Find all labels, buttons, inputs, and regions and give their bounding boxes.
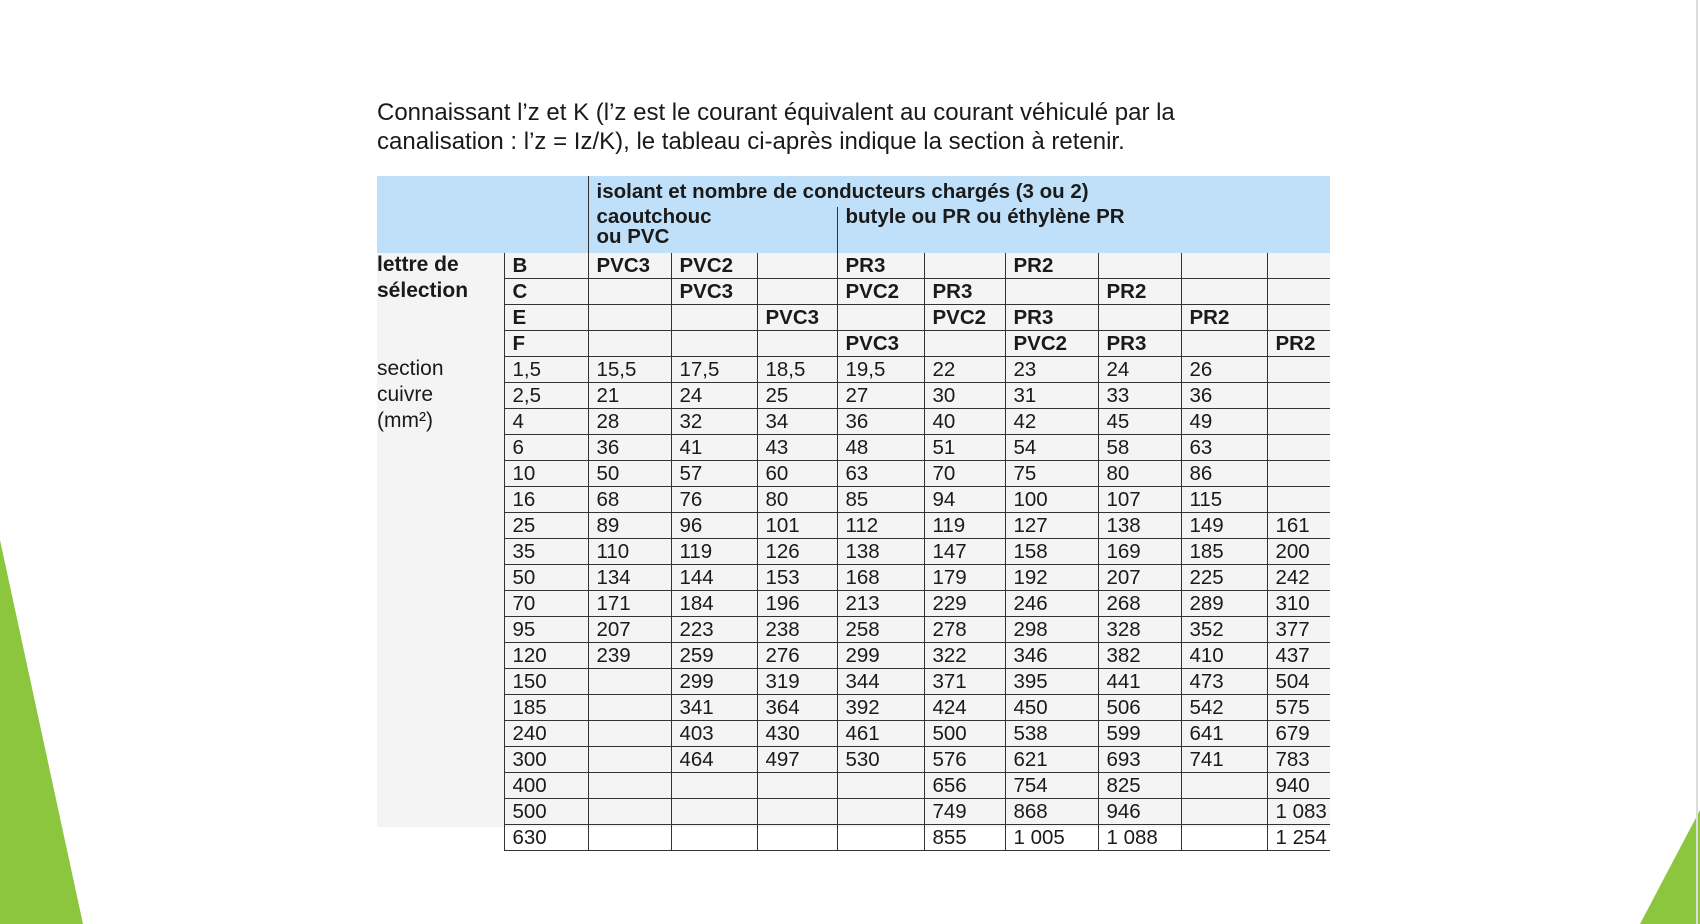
table-cell: 127 <box>1005 513 1098 539</box>
table-cell: 40 <box>924 409 1005 435</box>
table-cell: 147 <box>924 539 1005 565</box>
table-cell <box>588 669 671 695</box>
table-cell: 41 <box>671 435 757 461</box>
section-row <box>377 461 1330 487</box>
table-cell: 328 <box>1098 617 1181 643</box>
section-size-cell: 2,5 <box>504 383 588 409</box>
table-cell: 310 <box>1267 591 1330 617</box>
table-cell: 107 <box>1098 487 1181 513</box>
table-cell: 18,5 <box>757 357 837 383</box>
section-size-cell: 50 <box>504 565 588 591</box>
header-group-cell: isolant et nombre de conducteurs chargés (3 ou 2) <box>588 176 1330 207</box>
section-row <box>377 799 1330 825</box>
table-cell: 276 <box>757 643 837 669</box>
section-size-cell: 6 <box>504 435 588 461</box>
table-cell <box>757 331 837 357</box>
table-cell: 403 <box>671 721 757 747</box>
table-cell <box>588 799 671 825</box>
selection-row <box>377 331 1330 357</box>
table-cell: 119 <box>671 539 757 565</box>
table-cell: 542 <box>1181 695 1267 721</box>
table-cell: 319 <box>757 669 837 695</box>
table-cell: 101 <box>757 513 837 539</box>
table-cell <box>1098 305 1181 331</box>
table-cell: 538 <box>1005 721 1098 747</box>
table-cell <box>1267 383 1330 409</box>
table-cell: 45 <box>1098 409 1181 435</box>
row-label <box>377 773 504 799</box>
table-cell: 473 <box>1181 669 1267 695</box>
table-cell <box>671 773 757 799</box>
table-cell: 679 <box>1267 721 1330 747</box>
table-cell <box>1267 461 1330 487</box>
table-cell: 259 <box>671 643 757 669</box>
table-cell: PVC2 <box>837 279 924 305</box>
section-size-cell: 4 <box>504 409 588 435</box>
section-size-cell: 95 <box>504 617 588 643</box>
section-row <box>377 435 1330 461</box>
table-cell <box>837 825 924 851</box>
table-cell: 364 <box>757 695 837 721</box>
table-cell: 506 <box>1098 695 1181 721</box>
table-cell: PR2 <box>1181 305 1267 331</box>
row-label: lettre de <box>377 253 459 276</box>
table-cell: 50 <box>588 461 671 487</box>
table-cell: 192 <box>1005 565 1098 591</box>
section-size-cell: 10 <box>504 461 588 487</box>
section-table-container <box>377 176 1330 849</box>
table-cell <box>1005 279 1098 305</box>
table-cell <box>757 279 837 305</box>
table-cell: 258 <box>837 617 924 643</box>
table-cell <box>588 747 671 773</box>
selection-letter-cell: B <box>504 253 588 279</box>
table-cell: 940 <box>1267 773 1330 799</box>
table-cell <box>757 825 837 851</box>
table-cell: 24 <box>671 383 757 409</box>
table-cell <box>1181 331 1267 357</box>
table-cell: 169 <box>1098 539 1181 565</box>
table-cell: 575 <box>1267 695 1330 721</box>
section-row <box>377 591 1330 617</box>
table-cell: 229 <box>924 591 1005 617</box>
table-cell: 15,5 <box>588 357 671 383</box>
table-cell: 30 <box>924 383 1005 409</box>
row-label <box>377 825 504 851</box>
table-cell: 161 <box>1267 513 1330 539</box>
table-cell: PR2 <box>1098 279 1181 305</box>
section-row <box>377 721 1330 747</box>
table-cell <box>671 825 757 851</box>
table-cell: 268 <box>1098 591 1181 617</box>
row-label: section <box>377 356 444 380</box>
table-cell: 430 <box>757 721 837 747</box>
selection-row <box>377 305 1330 331</box>
table-cell: 57 <box>671 461 757 487</box>
table-cell: 754 <box>1005 773 1098 799</box>
table-cell: PVC2 <box>671 253 757 279</box>
table-cell: 42 <box>1005 409 1098 435</box>
section-table <box>377 176 1330 851</box>
table-cell: 51 <box>924 435 1005 461</box>
table-cell <box>1267 253 1330 279</box>
selection-row <box>377 253 1330 279</box>
table-cell: 1 088 <box>1098 825 1181 851</box>
table-cell <box>671 331 757 357</box>
table-cell <box>1098 253 1181 279</box>
table-cell: 33 <box>1098 383 1181 409</box>
table-cell: 377 <box>1267 617 1330 643</box>
table-cell: 119 <box>924 513 1005 539</box>
table-cell: 196 <box>757 591 837 617</box>
table-cell <box>1181 253 1267 279</box>
table-cell <box>1181 773 1267 799</box>
table-cell: 656 <box>924 773 1005 799</box>
table-cell: 63 <box>837 461 924 487</box>
table-cell: 28 <box>588 409 671 435</box>
row-label <box>377 747 504 773</box>
table-cell <box>1181 279 1267 305</box>
table-cell: 43 <box>757 435 837 461</box>
table-cell: 96 <box>671 513 757 539</box>
section-size-cell: 300 <box>504 747 588 773</box>
selection-letter-cell: F <box>504 331 588 357</box>
table-cell <box>671 799 757 825</box>
table-cell <box>1267 435 1330 461</box>
row-label <box>377 591 504 617</box>
table-cell: 392 <box>837 695 924 721</box>
table-cell: 138 <box>1098 513 1181 539</box>
table-cell: 461 <box>837 721 924 747</box>
section-row <box>377 409 1330 435</box>
table-cell <box>1267 305 1330 331</box>
table-cell: 344 <box>837 669 924 695</box>
table-cell: PR2 <box>1005 253 1098 279</box>
table-cell <box>588 305 671 331</box>
table-cell: PVC2 <box>924 305 1005 331</box>
table-cell: 599 <box>1098 721 1181 747</box>
section-row <box>377 669 1330 695</box>
table-cell: 68 <box>588 487 671 513</box>
section-size-cell: 120 <box>504 643 588 669</box>
table-cell: 25 <box>757 383 837 409</box>
table-cell: 641 <box>1181 721 1267 747</box>
table-cell: 149 <box>1181 513 1267 539</box>
table-cell: 298 <box>1005 617 1098 643</box>
selection-letter-cell: E <box>504 305 588 331</box>
table-cell: 126 <box>757 539 837 565</box>
table-cell: 946 <box>1098 799 1181 825</box>
row-label: cuivre <box>377 382 434 406</box>
section-row <box>377 539 1330 565</box>
table-cell: PVC3 <box>588 253 671 279</box>
table-cell: 825 <box>1098 773 1181 799</box>
table-cell: 741 <box>1181 747 1267 773</box>
row-label <box>377 799 504 825</box>
row-label <box>377 513 504 539</box>
section-size-cell: 240 <box>504 721 588 747</box>
table-cell: 49 <box>1181 409 1267 435</box>
section-size-cell: 35 <box>504 539 588 565</box>
table-cell: 450 <box>1005 695 1098 721</box>
table-cell: PVC3 <box>837 331 924 357</box>
table-cell <box>588 825 671 851</box>
table-cell: PR3 <box>837 253 924 279</box>
table-cell: 246 <box>1005 591 1098 617</box>
table-cell: 76 <box>671 487 757 513</box>
table-cell <box>924 331 1005 357</box>
header-pvc-cell <box>588 207 837 253</box>
table-cell <box>588 331 671 357</box>
table-cell: 138 <box>837 539 924 565</box>
table-cell: 24 <box>1098 357 1181 383</box>
table-cell: 100 <box>1005 487 1098 513</box>
table-cell: 1 005 <box>1005 825 1098 851</box>
row-label <box>377 487 504 513</box>
section-row <box>377 773 1330 799</box>
table-cell: 346 <box>1005 643 1098 669</box>
section-size-cell: 400 <box>504 773 588 799</box>
intro-paragraph: Connaissant l’z et K (l’z est le courant équivalent au courant véhiculé par la canalisation : l’z = Iz/K), le tableau ci-après indique la section à retenir. <box>377 99 1175 155</box>
table-cell: 497 <box>757 747 837 773</box>
section-size-cell: 185 <box>504 695 588 721</box>
section-row <box>377 513 1330 539</box>
section-size-cell: 70 <box>504 591 588 617</box>
table-cell: 504 <box>1267 669 1330 695</box>
row-label <box>377 539 504 565</box>
table-cell: 299 <box>837 643 924 669</box>
table-cell <box>757 799 837 825</box>
table-cell: 410 <box>1181 643 1267 669</box>
table-cell: PR3 <box>924 279 1005 305</box>
selection-letter-cell: C <box>504 279 588 305</box>
table-cell: 36 <box>837 409 924 435</box>
table-cell: 395 <box>1005 669 1098 695</box>
table-cell <box>924 253 1005 279</box>
table-cell: 94 <box>924 487 1005 513</box>
table-cell: 134 <box>588 565 671 591</box>
table-cell <box>837 773 924 799</box>
table-cell: 144 <box>671 565 757 591</box>
table-cell: 32 <box>671 409 757 435</box>
table-cell: 289 <box>1181 591 1267 617</box>
row-label <box>377 695 504 721</box>
section-size-cell: 630 <box>504 825 588 851</box>
table-cell: 530 <box>837 747 924 773</box>
table-cell: 17,5 <box>671 357 757 383</box>
table-cell: 36 <box>588 435 671 461</box>
table-cell: 749 <box>924 799 1005 825</box>
table-cell: 115 <box>1181 487 1267 513</box>
table-cell: 200 <box>1267 539 1330 565</box>
table-cell: 424 <box>924 695 1005 721</box>
section-size-cell: 500 <box>504 799 588 825</box>
table-cell: 80 <box>1098 461 1181 487</box>
row-label <box>377 331 504 357</box>
table-cell <box>671 305 757 331</box>
table-cell <box>1267 357 1330 383</box>
table-cell: 225 <box>1181 565 1267 591</box>
header-pvc-line1: caoutchouc <box>596 207 712 228</box>
table-cell: 1 083 <box>1267 799 1330 825</box>
row-label <box>377 565 504 591</box>
section-row <box>377 695 1330 721</box>
table-cell <box>1267 409 1330 435</box>
table-cell <box>1181 825 1267 851</box>
table-cell: 60 <box>757 461 837 487</box>
section-row <box>377 617 1330 643</box>
section-row <box>377 747 1330 773</box>
table-cell: 23 <box>1005 357 1098 383</box>
table-cell: 80 <box>757 487 837 513</box>
table-cell: PR3 <box>1098 331 1181 357</box>
table-cell: 437 <box>1267 643 1330 669</box>
table-cell: 27 <box>837 383 924 409</box>
header-row-insulation <box>377 207 1330 253</box>
row-label: sélection <box>377 278 469 302</box>
table-cell <box>757 253 837 279</box>
table-cell: 238 <box>757 617 837 643</box>
table-cell: 110 <box>588 539 671 565</box>
table-cell: 63 <box>1181 435 1267 461</box>
table-cell: 278 <box>924 617 1005 643</box>
row-label <box>377 643 504 669</box>
table-cell <box>1267 487 1330 513</box>
table-cell: 299 <box>671 669 757 695</box>
table-cell: 89 <box>588 513 671 539</box>
table-cell: 70 <box>924 461 1005 487</box>
table-cell: 171 <box>588 591 671 617</box>
table-cell: 621 <box>1005 747 1098 773</box>
section-row <box>377 487 1330 513</box>
row-label <box>377 461 504 487</box>
table-cell: 239 <box>588 643 671 669</box>
row-label <box>377 617 504 643</box>
row-label <box>377 721 504 747</box>
table-cell: 75 <box>1005 461 1098 487</box>
table-cell: 153 <box>757 565 837 591</box>
section-row <box>377 565 1330 591</box>
table-cell: 31 <box>1005 383 1098 409</box>
section-size-cell: 25 <box>504 513 588 539</box>
table-cell: 34 <box>757 409 837 435</box>
table-cell: 242 <box>1267 565 1330 591</box>
table-cell: 576 <box>924 747 1005 773</box>
table-cell <box>588 695 671 721</box>
table-cell: 21 <box>588 383 671 409</box>
row-label <box>377 435 504 461</box>
header-pr-cell: butyle ou PR ou éthylène PR <box>837 207 1330 253</box>
table-cell: 223 <box>671 617 757 643</box>
row-label <box>377 305 504 331</box>
table-cell: 22 <box>924 357 1005 383</box>
table-cell <box>1181 799 1267 825</box>
table-cell: 85 <box>837 487 924 513</box>
section-size-cell: 1,5 <box>504 357 588 383</box>
table-cell <box>1267 279 1330 305</box>
table-cell: 112 <box>837 513 924 539</box>
table-cell: 693 <box>1098 747 1181 773</box>
table-cell: 213 <box>837 591 924 617</box>
table-cell: PVC3 <box>671 279 757 305</box>
table-cell <box>757 773 837 799</box>
table-cell: 322 <box>924 643 1005 669</box>
table-cell: 36 <box>1181 383 1267 409</box>
table-cell: 58 <box>1098 435 1181 461</box>
table-cell: PVC2 <box>1005 331 1098 357</box>
table-cell: 48 <box>837 435 924 461</box>
table-cell: 500 <box>924 721 1005 747</box>
table-cell: 352 <box>1181 617 1267 643</box>
table-cell: PVC3 <box>757 305 837 331</box>
header-pvc-line2: ou PVC <box>596 225 670 248</box>
section-size-cell: 150 <box>504 669 588 695</box>
table-cell: 158 <box>1005 539 1098 565</box>
table-cell <box>837 305 924 331</box>
row-label <box>377 669 504 695</box>
section-row <box>377 357 1330 383</box>
table-cell: 168 <box>837 565 924 591</box>
table-cell: 464 <box>671 747 757 773</box>
table-cell: 54 <box>1005 435 1098 461</box>
table-cell <box>588 721 671 747</box>
table-cell: 382 <box>1098 643 1181 669</box>
table-cell <box>837 799 924 825</box>
header-row-group <box>377 176 1330 207</box>
section-row <box>377 825 1330 851</box>
section-size-cell: 16 <box>504 487 588 513</box>
table-cell: 179 <box>924 565 1005 591</box>
table-cell: 26 <box>1181 357 1267 383</box>
table-cell: 1 254 <box>1267 825 1330 851</box>
section-row <box>377 643 1330 669</box>
row-label: (mm²) <box>377 408 433 432</box>
table-cell: 868 <box>1005 799 1098 825</box>
table-cell: 86 <box>1181 461 1267 487</box>
table-cell: 371 <box>924 669 1005 695</box>
table-cell: 441 <box>1098 669 1181 695</box>
table-cell: 19,5 <box>837 357 924 383</box>
table-cell: 207 <box>588 617 671 643</box>
table-cell: 855 <box>924 825 1005 851</box>
table-cell: 185 <box>1181 539 1267 565</box>
table-cell: 184 <box>671 591 757 617</box>
table-cell <box>588 773 671 799</box>
table-cell: 341 <box>671 695 757 721</box>
section-row <box>377 383 1330 409</box>
selection-row <box>377 279 1330 305</box>
table-cell: 207 <box>1098 565 1181 591</box>
table-cell: 783 <box>1267 747 1330 773</box>
table-cell: PR3 <box>1005 305 1098 331</box>
table-cell <box>588 279 671 305</box>
table-cell: PR2 <box>1267 331 1330 357</box>
